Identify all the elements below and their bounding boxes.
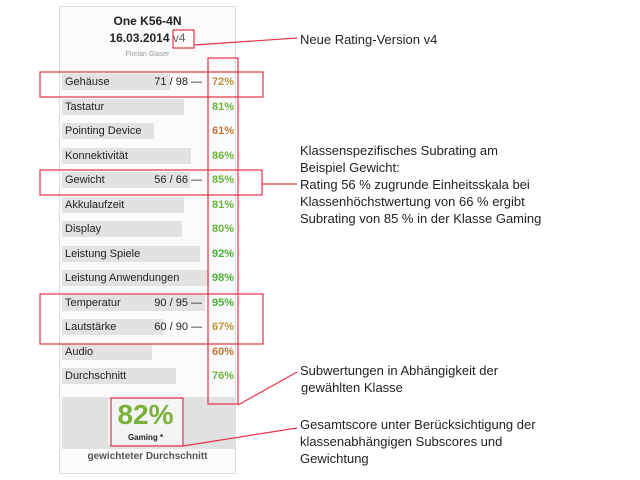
rating-percent: 72% xyxy=(211,76,234,88)
rating-label: Leistung Anwendungen xyxy=(65,272,180,284)
rating-label: Display xyxy=(65,223,102,235)
annotation-subscores-line: Subwertungen in Abhängigkeit der xyxy=(300,363,499,378)
rating-score-value: 56 / 66 xyxy=(154,174,188,186)
total-score-percent: 82% xyxy=(117,399,174,430)
device-title: One K56-4N xyxy=(113,14,182,28)
rating-label: Konnektivität xyxy=(65,149,128,162)
gehaeuse-highlight-box xyxy=(40,72,263,97)
annotation-total xyxy=(300,416,536,467)
total-score-class: Gaming * xyxy=(127,433,164,442)
annotation-subrating-line: Klassenhöchstwertung von 66 % ergibt xyxy=(300,194,525,209)
rating-percent: 98% xyxy=(211,272,234,284)
rating-label: Pointing Device xyxy=(65,125,142,137)
rating-score-value: 60 / 90 xyxy=(154,321,188,333)
rating-score-dash: — xyxy=(191,296,202,309)
rating-label: Tastatur xyxy=(65,100,105,113)
rating-label: Leistung Spiele xyxy=(65,247,141,260)
rating-percent: 85% xyxy=(211,174,234,186)
rating-label: Lautstärke xyxy=(65,321,117,333)
rating-score-value: 90 / 95 xyxy=(154,296,188,309)
rating-date: 16.03.2014 xyxy=(109,31,170,45)
rating-percent: 92% xyxy=(211,247,234,260)
rating-label: Durchschnitt xyxy=(65,370,127,382)
rating-percent: 81% xyxy=(211,198,234,211)
annotation-subrating-line: Subrating von 85 % in der Klasse Gaming xyxy=(300,211,542,226)
total-pointer-line xyxy=(183,428,297,446)
gewicht-highlight-box xyxy=(40,170,262,195)
rating-label: Audio xyxy=(65,345,94,358)
annotation-total-line: klassenabhängigen Subscores und xyxy=(300,434,503,449)
total-score-highlight-box xyxy=(111,398,183,446)
rating-label: Gewicht xyxy=(65,174,105,186)
rating-percent: 81% xyxy=(211,100,234,113)
rating-version: v4 xyxy=(172,31,186,45)
rating-score-dash: — xyxy=(191,174,202,186)
rating-percent: 60% xyxy=(211,345,234,358)
rating-percent: 86% xyxy=(211,149,234,162)
author-name: Florian Glaser xyxy=(125,51,170,58)
version-pointer-line xyxy=(194,38,297,45)
rating-percent: 61% xyxy=(211,125,234,137)
version-highlight-box xyxy=(173,30,194,48)
rating-score-dash: — xyxy=(191,76,202,88)
rating-label: Gehäuse xyxy=(65,76,110,88)
temp-laut-highlight-box xyxy=(40,294,263,344)
subscores-pointer-line xyxy=(238,372,297,405)
annotation-subscores xyxy=(300,362,498,396)
annotation-subrating-line: Klassenspezifisches Subrating am xyxy=(300,143,498,158)
rating-label: Akkulaufzeit xyxy=(65,198,125,211)
rating-percent: 67% xyxy=(211,321,234,333)
rating-percent: 76% xyxy=(211,370,234,382)
percent-column-highlight-box xyxy=(208,58,238,404)
annotation-total-line: Gewichtung xyxy=(300,451,369,466)
annotation-subrating-line: Rating 56 % zugrunde Einheitsskala bei xyxy=(300,177,530,192)
annotation-subrating xyxy=(300,142,541,227)
rating-label: Temperatur xyxy=(65,296,121,309)
annotation-subrating-line: Beispiel Gewicht: xyxy=(300,160,400,175)
rating-score-value: 71 / 98 xyxy=(154,76,188,88)
annotation-subscores-line: gewählten Klasse xyxy=(301,380,403,395)
rating-percent: 80% xyxy=(211,223,234,235)
annotation-version: Neue Rating-Version v4 xyxy=(300,32,438,47)
annotation-total-line: Gesamtscore unter Berücksichtigung der xyxy=(300,417,536,432)
rating-score-dash: — xyxy=(191,321,202,333)
rating-percent: 95% xyxy=(211,296,234,309)
total-score-caption: gewichteter Durchschnitt xyxy=(87,451,208,462)
